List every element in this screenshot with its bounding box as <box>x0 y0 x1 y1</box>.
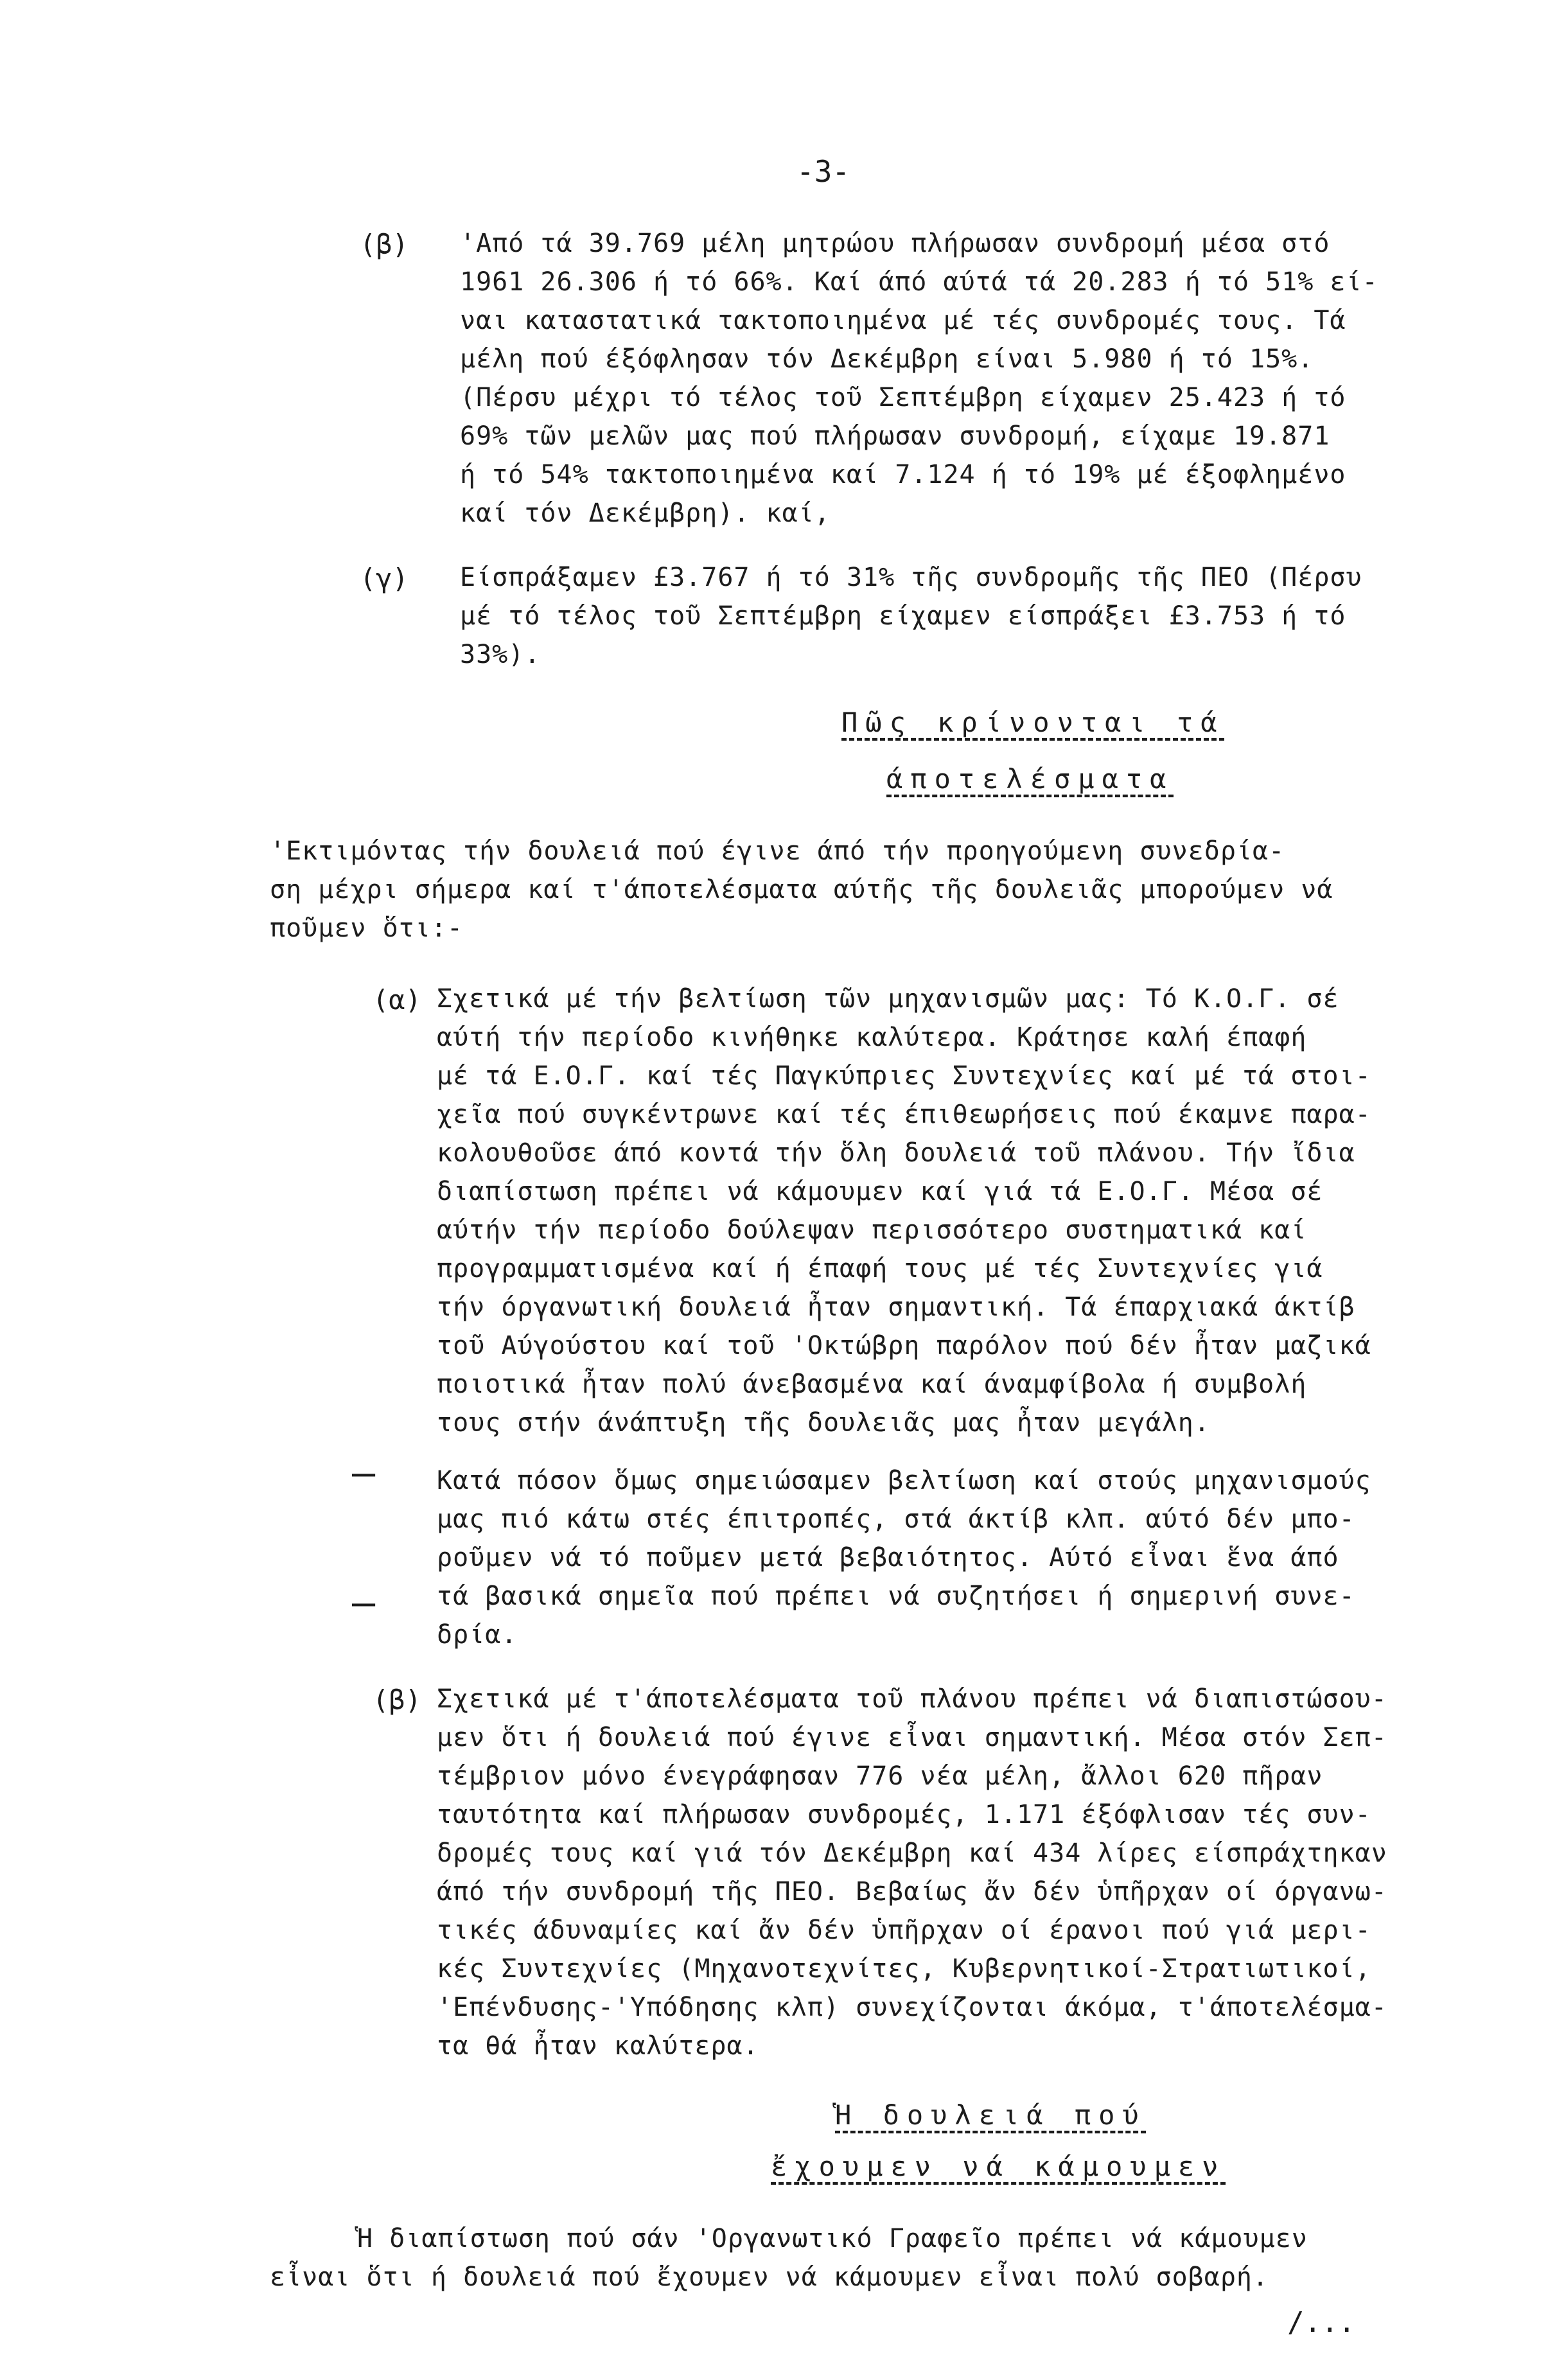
text-line: τά βασικά σημεῖα πού πρέπει νά συζητήσει ή σημερινή συνε- <box>437 1582 1355 1611</box>
text-line: 33%). <box>460 640 541 669</box>
section-label-alpha: (α) <box>373 984 421 1016</box>
text-line: τικές άδυναμίες καί ἄν δέν ὑπῆρχαν οί έρανοι πού γιά μερι- <box>437 1916 1371 1945</box>
text-line: κές Συντεχνίες (Μηχανοτεχνίτες, Κυβερνητικοί-Στρατιωτικοί, <box>437 1954 1371 1984</box>
text-line: 'Από τά 39.769 μέλη μητρώου πλήρωσαν συνδρομή μέσα στό <box>460 229 1330 258</box>
text-line: μέ τά Ε.Ο.Γ. καί τές Παγκύπριες Συντεχνίες καί μέ τά στοι- <box>437 1061 1371 1091</box>
continuation-mark: /... <box>1287 2306 1355 2339</box>
section-heading: ἔχουμεν νά κάμουμεν <box>771 2151 1226 2182</box>
text-line: μέλη πού έξόφλησαν τόν Δεκέμβρη είναι 5.980 ή τό 15%. <box>460 344 1314 374</box>
text-line: 'Επένδυσης-'Υπόδησης κλπ) συνεχίζονται άκόμα, τ'άποτελέσμα- <box>437 1993 1387 2022</box>
text-line: τοῦ Αύγούστου καί τοῦ 'Οκτώβρη παρόλον πού δέν ἦταν μαζικά <box>437 1331 1371 1361</box>
text-line: ταυτότητα καί πλήρωσαν συνδρομές, 1.171 έξόφλισαν τές συν- <box>437 1800 1371 1829</box>
text-line: χεῖα πού συγκέντρωνε καί τές έπιθεωρήσεις πού έκαμνε παρα- <box>437 1100 1371 1129</box>
text-line: Κατά πόσον ὅμως σημειώσαμεν βελτίωση καί στούς μηχανισμούς <box>437 1466 1371 1495</box>
section-label-beta: (β) <box>360 229 409 260</box>
text-line: 'Εκτιμόντας τήν δουλειά πού έγινε άπό τήν προηγούμενη συνεδρία- <box>270 836 1285 866</box>
text-line: 1961 26.306 ή τό 66%. Καί άπό αύτά τά 20.283 ή τό 51% εί- <box>460 267 1378 297</box>
text-line: μας πιό κάτω στές έπιτροπές, στά άκτίβ κλπ. αύτό δέν μπο- <box>437 1504 1355 1534</box>
text-line: ποιοτικά ἦταν πολύ άνεβασμένα καί άναμφίβολα ή συμβολή <box>437 1370 1307 1399</box>
section-label-gamma: (γ) <box>360 563 409 594</box>
text-line: 69% τῶν μελῶν μας πού πλήρωσαν συνδρομή, είχαμε 19.871 <box>460 421 1330 451</box>
text-line: ροῦμεν νά τό ποῦμεν μετά βεβαιότητος. Αύτό εἶναι ἕνα άπό <box>437 1543 1339 1573</box>
text-line: ναι καταστατικά τακτοποιημένα μέ τές συνδρομές τους. Τά <box>460 306 1346 335</box>
text-line: ή τό 54% τακτοποιημένα καί 7.124 ή τό 19% μέ έξοφλημένο <box>460 460 1346 489</box>
text-line: ση μέχρι σήμερα καί τ'άποτελέσματα αύτῆς τῆς δουλειᾶς μπορούμεν νά <box>270 875 1333 904</box>
text-line: εἶναι ὅτι ή δουλειά πού ἔχουμεν νά κάμουμεν εἶναι πολύ σοβαρή. <box>270 2262 1269 2292</box>
text-line: Είσπράξαμεν £3.767 ή τό 31% τῆς συνδρομῆς τῆς ΠΕΟ (Πέρσυ <box>460 563 1362 592</box>
section-heading: άποτελέσματα <box>886 763 1174 795</box>
page-number: -3- <box>796 154 850 189</box>
text-line: τους στήν άνάπτυξη τῆς δουλειᾶς μας ἦταν μεγάλη. <box>437 1408 1210 1438</box>
text-line: Σχετικά μέ τήν βελτίωση τῶν μηχανισμῶν μας: Τό Κ.Ο.Γ. σέ <box>437 984 1339 1014</box>
text-line: ποῦμεν ὅτι:- <box>270 913 463 943</box>
section-label-beta: (β) <box>373 1684 421 1716</box>
text-line: (Πέρσυ μέχρι τό τέλος τοῦ Σεπτέμβρη είχαμεν 25.423 ή τό <box>460 383 1346 412</box>
text-line: τήν όργανωτική δουλειά ἦταν σημαντική. Τά έπαρχιακά άκτίβ <box>437 1292 1355 1322</box>
text-line: κολουθοῦσε άπό κοντά τήν ὅλη δουλειά τοῦ πλάνου. Τήν ἴδια <box>437 1138 1355 1168</box>
text-line: αύτήν τήν περίοδο δούλεψαν περισσότερο συστηματικά καί <box>437 1215 1307 1245</box>
margin-mark: — <box>352 1450 376 1495</box>
section-heading: Ἡ δουλειά πού <box>835 2099 1147 2131</box>
text-line: άπό τήν συνδρομή τῆς ΠΕΟ. Βεβαίως ἄν δέν ὑπῆρχαν οί όργανω- <box>437 1877 1387 1907</box>
text-line: καί τόν Δεκέμβρη). καί, <box>460 498 831 528</box>
text-line: τα θά ἦταν καλύτερα. <box>437 2031 759 2061</box>
text-line: διαπίστωση πρέπει νά κάμουμεν καί γιά τά Ε.Ο.Γ. Μέσα σέ <box>437 1177 1323 1206</box>
text-line: Σχετικά μέ τ'άποτελέσματα τοῦ πλάνου πρέπει νά διαπιστώσου- <box>437 1684 1387 1714</box>
text-line: μέ τό τέλος τοῦ Σεπτέμβρη είχαμεν είσπράξει £3.753 ή τό <box>460 601 1346 631</box>
text-line: δρία. <box>437 1620 518 1650</box>
text-line: μεν ὅτι ή δουλειά πού έγινε εἶναι σημαντική. Μέσα στόν Σεπ- <box>437 1723 1387 1752</box>
text-line: προγραμματισμένα καί ή έπαφή τους μέ τές Συντεχνίες γιά <box>437 1254 1323 1283</box>
section-heading: Πῶς κρίνονται τά <box>841 707 1225 738</box>
text-line: αύτή τήν περίοδο κινήθηκε καλύτερα. Κράτησε καλή έπαφή <box>437 1023 1307 1052</box>
text-line: δρομές τους καί γιά τόν Δεκέμβρη καί 434 λίρες είσπράχτηκαν <box>437 1838 1387 1868</box>
text-line: τέμβριον μόνο ένεγράφησαν 776 νέα μέλη, ἄλλοι 620 πῆραν <box>437 1761 1323 1791</box>
text-line: Ἡ διαπίστωση πού σάν 'Οργανωτικό Γραφεῖο πρέπει νά κάμουμεν <box>357 2224 1308 2253</box>
margin-mark: — <box>352 1580 376 1625</box>
